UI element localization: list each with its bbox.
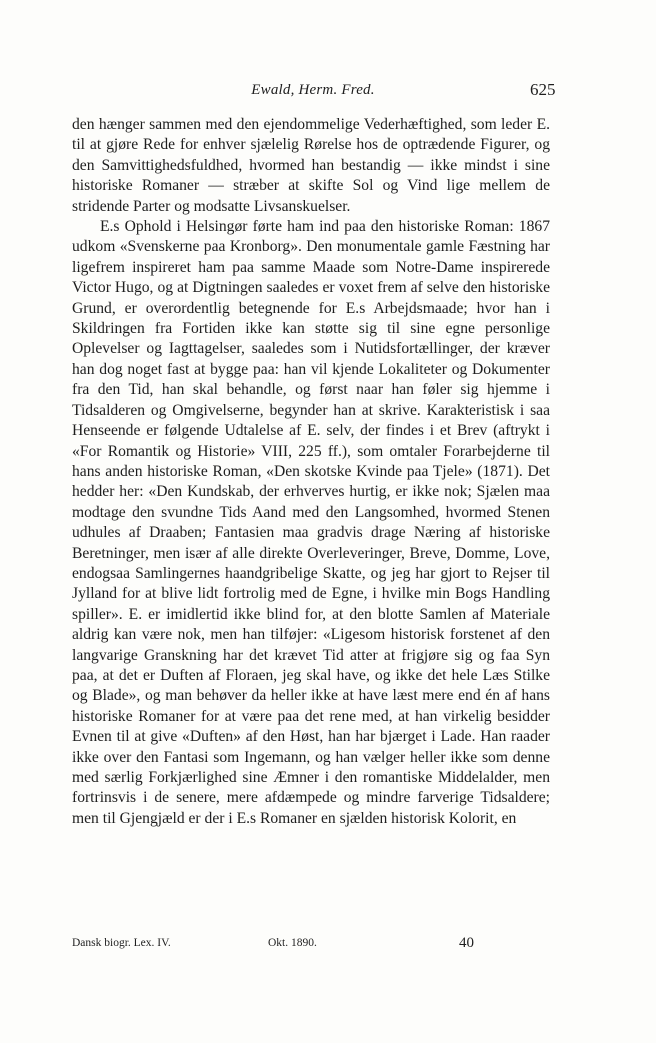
page-number: 625 (530, 80, 556, 99)
page-footer (0, 935, 656, 955)
footer-date: Okt. 1890. (268, 937, 317, 949)
footer-signature-mark: 40 (459, 935, 474, 951)
paragraph-2: E.s Ophold i Helsingør førte ham ind paa den historiske Roman: 1867 udkom «Svenskerne paa Kronborg». Den monumentale gamle Fæstning har ligefrem inspireret ham paa samme Maade som Notre-Dame inspirerede Victor Hugo, og at Digtningen saaledes er voxet frem af selve den historiske Grund, er overordentlig betegnende for E.s Arbejdsmaade; hvor han i Skildringen fra Fortiden ikke kan støtte sig til sine egne personlige Oplevelser og Iagttagelser, saaledes som i Nutidsfortællinger, der kræver han dog noget fast at bygge paa: han vil kjende Lokaliteter og Dokumenter fra den Tid, han skal behandle, og først naar han føler sig hjemme i Tidsalderen og Omgivelserne, begynder han at skrive. Karakteristisk i saa Henseende er følgende Udtalelse af E. selv, der findes i et Brev (aftrykt i «For Romantik og Historie» VIII, 225 ff.), som omtaler Forarbejderne til hans anden historiske Roman, «Den skotske Kvinde paa Tjele» (1871). Det hedder her: «Den Kundskab, der erhverves hurtig, er ikke nok; Sjælen maa modtage den svundne Tids Aand med den Langsomhed, hvormed Stenen udhules af Draaben; Fantasien maa gradvis drage Næring af historiske Beretninger, men især af alle direkte Overleveringer, Breve, Domme, Love, endogsaa Samlingernes haandgribelige Skatte, og jeg har gjort to Rejser til Jylland for at blive lidt fortrolig med de Egne, i hvilke min Bogs Handling spiller». E. er imidlertid ikke blind for, at den blotte Samlen af Materiale aldrig kan være nok, men han tilføjer: «Ligesom historisk forstenet af den langvarige Granskning har det krævet Tid atter at frigjøre sig og faa Syn paa, at det er Duften af Floraen, jeg skal have, og ikke det hele Læs Stilke og Blade», og man behøver da heller ikke at have læst mere end én af hans historiske Romaner for at være paa det rene med, at han virkelig besidder Evnen til at give «Duften» af den Høst, han har bjærget i Lade. Han raader ikke over den Fantasi som Ingemann, og han vælger heller ikke som denne med særlig Forkjærlighed sine Æmner i den romantiske Middelalder, men fortrinsvis i de senere, mere afdæmpede og mindre farverige Tidsaldere; men til Gjengjæld er der i E.s Romaner en sjælden historisk Kolorit, en (72, 218, 550, 827)
running-header: Ewald, Herm. Fred. (251, 82, 375, 98)
paragraph-1: den hænger sammen med den ejendommelige Vederhæftighed, som leder E. til at gjøre Rede for enhver sjælelig Rørelse hos de optrædende Figurer, og den Samvittighedsfuldhed, hvormed han bestandig — ikke mindst i sine historiske Romaner — stræber at skifte Sol og Vind lige mellem de stridende Parter og modsatte Livsanskuelser. (72, 116, 550, 215)
footer-source: Dansk biogr. Lex. IV. (72, 937, 171, 949)
article-body (72, 115, 550, 829)
